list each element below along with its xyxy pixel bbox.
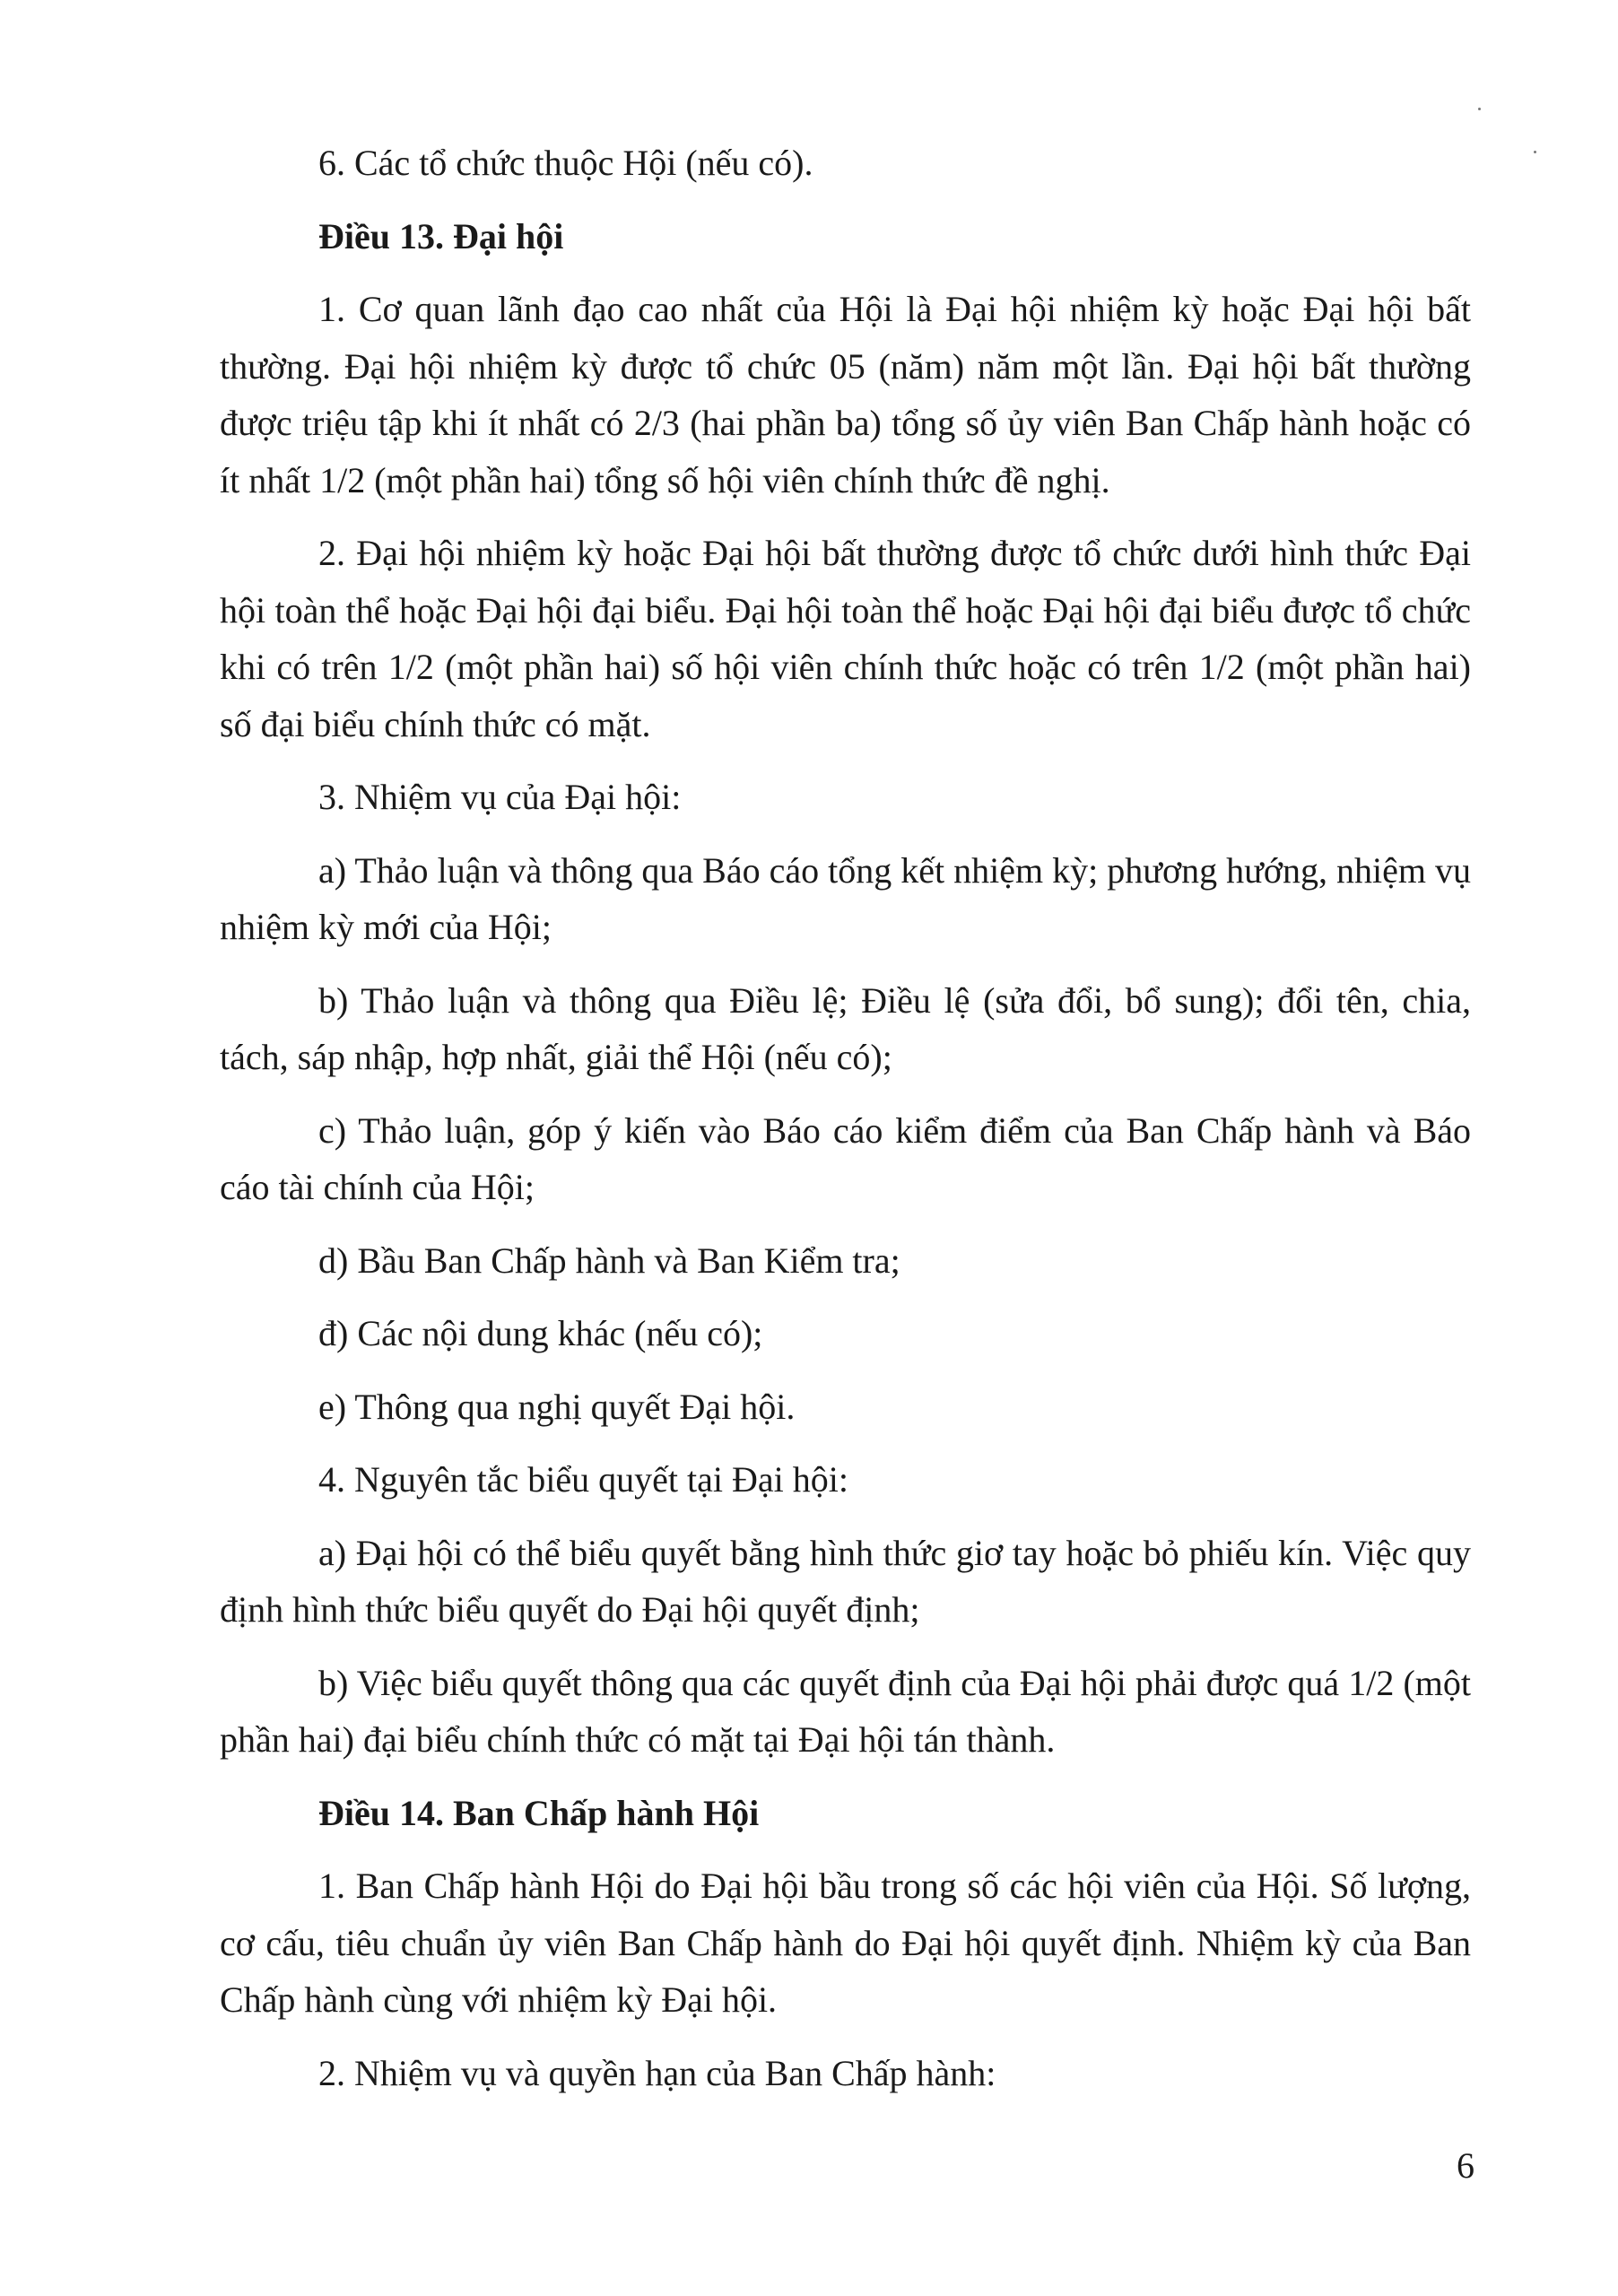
article-13-clause-3a: a) Thảo luận và thông qua Báo cáo tổng kết nhiệm kỳ; phương hướng, nhiệm vụ nhiệm kỳ mới của Hội;: [220, 849, 1471, 947]
article-13-clause-3d: d) Bầu Ban Chấp hành và Ban Kiểm tra;: [318, 1239, 900, 1281]
article-13-clause-3e: e) Thông qua nghị quyết Đại hội.: [318, 1386, 796, 1427]
page-number: 6: [1457, 2145, 1474, 2186]
article-14-clause-1: 1. Ban Chấp hành Hội do Đại hội bầu trong số các hội viên của Hội. Số lượng, cơ cấu, tiêu chuẩn ủy viên Ban Chấp hành do Đại hội quyết định. Nhiệm kỳ của Ban Chấp hành cùng với nhiệm kỳ Đại hội.: [220, 1866, 1471, 2020]
article-13-clause-4: 4. Nguyên tắc biểu quyết tại Đại hội:: [318, 1459, 848, 1500]
scan-speck: [1534, 151, 1536, 153]
article-14-clause-2: 2. Nhiệm vụ và quyền hạn của Ban Chấp hành:: [318, 2052, 996, 2093]
article-13-clause-2: 2. Đại hội nhiệm kỳ hoặc Đại hội bất thường được tổ chức dưới hình thức Đại hội toàn thể hoặc Đại hội đại biểu. Đại hội toàn thể hoặc Đại hội đại biểu được tổ chức khi có trên 1/2 (một phần hai) số hội viên chính thức hoặc có trên 1/2 (một phần hai) số đại biểu chính thức có mặt.: [220, 533, 1471, 744]
article-13-heading: Điều 13. Đại hội: [318, 215, 564, 257]
clause-6-organizations: 6. Các tổ chức thuộc Hội (nếu có).: [318, 143, 813, 183]
page-body: [220, 135, 1471, 2118]
article-13-clause-4b: b) Việc biểu quyết thông qua các quyết định của Đại hội phải được quá 1/2 (một phần hai) đại biểu chính thức có mặt tại Đại hội tán thành.: [220, 1662, 1471, 1760]
article-13-clause-3: 3. Nhiệm vụ của Đại hội:: [318, 777, 682, 817]
article-13-clause-1: 1. Cơ quan lãnh đạo cao nhất của Hội là Đại hội nhiệm kỳ hoặc Đại hội bất thường. Đại hội nhiệm kỳ được tổ chức 05 (năm) năm một lần. Đại hội bất thường được triệu tập khi ít nhất có 2/3 (hai phần ba) tổng số ủy viên Ban Chấp hành hoặc có ít nhất 1/2 (một phần hai) tổng số hội viên chính thức đề nghị.: [220, 289, 1471, 500]
scan-speck: [1478, 108, 1481, 110]
article-13-clause-3b: b) Thảo luận và thông qua Điều lệ; Điều lệ (sửa đổi, bổ sung); đổi tên, chia, tách, sáp nhập, hợp nhất, giải thể Hội (nếu có);: [220, 979, 1471, 1077]
article-13-clause-4a: a) Đại hội có thể biểu quyết bằng hình thức giơ tay hoặc bỏ phiếu kín. Việc quy định hình thức biểu quyết do Đại hội quyết định;: [220, 1532, 1471, 1630]
article-14-heading: Điều 14. Ban Chấp hành Hội: [318, 1792, 760, 1833]
article-13-clause-3c: c) Thảo luận, góp ý kiến vào Báo cáo kiểm điểm của Ban Chấp hành và Báo cáo tài chính của Hội;: [220, 1109, 1471, 1207]
article-13-clause-3dd: đ) Các nội dung khác (nếu có);: [318, 1313, 763, 1353]
